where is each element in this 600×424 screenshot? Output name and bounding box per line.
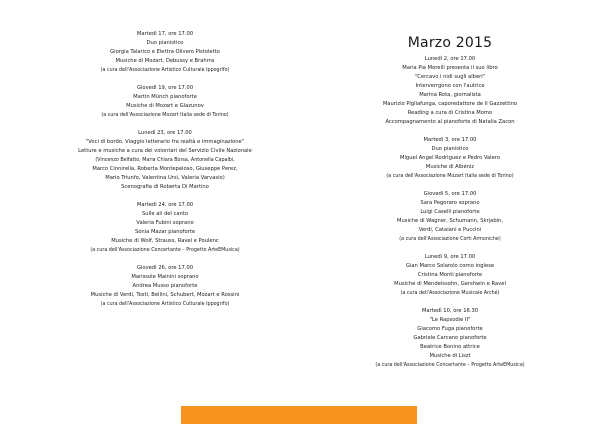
event-line: Mario Triunfo, Valentina Ursi, Valeria Varvasio) xyxy=(105,175,225,181)
event-block xyxy=(335,190,565,244)
event-line: Valeria Fubini soprano xyxy=(136,220,194,226)
event-line: Musiche di Mendelssohn, Gershwin e Ravel xyxy=(394,281,506,287)
event-line: Marco Cinnirella, Roberta Montepeloso, Giuseppe Perez, xyxy=(92,166,238,172)
event-line: Musiche di Liszt xyxy=(429,353,471,359)
event-line: Duo pianistico xyxy=(431,146,469,152)
orange-accent-bar xyxy=(181,406,417,424)
event-line: Maria Pia Morelli presenta il suo libro xyxy=(402,65,498,71)
event-line: Musiche di Mozart e Glazunov xyxy=(126,103,204,109)
event-line: Accompagnamento al pianoforte di Natalia Zacon xyxy=(385,119,515,125)
event-line: "Cercavo i nidi sugli alberi" xyxy=(414,74,486,80)
event-line: (a cura dell'Associazione Musicale Arché) xyxy=(400,291,500,296)
event-line: Sonia Mazar pianoforte xyxy=(134,229,196,235)
event-line: (a cura dell'Associazione Artistico Culturale Ippogrifo) xyxy=(100,68,230,73)
event-line: Reading a cura di Cristina Momo xyxy=(407,110,493,116)
event-date: Martedì 3, ore 17.00 xyxy=(423,137,477,143)
event-line: (a cura dell'Associazione Concertante – Progetto ArteEMusica) xyxy=(90,248,240,253)
event-block xyxy=(40,264,290,309)
event-line: Marina Rota, giornalista xyxy=(419,92,481,98)
event-date: Giovedì 19, ore 17.00 xyxy=(136,85,194,91)
event-line: Letture e musiche a cura dei volontari del Servizio Civile Nazionale xyxy=(78,148,252,154)
event-line: Sara Pegoraro soprano xyxy=(420,200,480,206)
event-date: Martedì 17, ore 17.00 xyxy=(136,31,194,37)
event-block xyxy=(40,129,290,192)
event-block xyxy=(335,136,565,181)
event-block xyxy=(335,55,565,127)
event-line: Beatrice Bonino attrice xyxy=(420,344,480,350)
event-date: Giovedì 26, ore 17.00 xyxy=(136,265,194,271)
event-line: Gian Marco Solarolo corno inglese xyxy=(405,263,495,269)
event-date: Martedì 24, ore 17.00 xyxy=(136,202,194,208)
event-line: Giacomo Fuga pianoforte xyxy=(417,326,483,332)
event-line: (a cura dell'Associazione Mozart Italia sede di Torino) xyxy=(386,174,514,179)
event-line: (a cura dell'Associazione Corti Armoniche) xyxy=(399,237,501,242)
event-line: Cristina Monti pianoforte xyxy=(417,272,483,278)
event-line: "Voci di bordo. Viaggio letterario fra realtà e immaginazione" xyxy=(85,139,245,145)
event-block xyxy=(40,30,290,75)
event-block xyxy=(40,84,290,120)
event-line: (a cura dell'Associazione Concertante – Progetto ArteEMusica) xyxy=(375,363,525,368)
left-column-events xyxy=(40,30,290,318)
event-line: Musiche di Albéniz xyxy=(425,164,475,170)
event-line: (Vincenzo Belfatto, Maria Chiara Borsa, Antonella Capalbi, xyxy=(95,158,235,163)
event-line: Scenografia di Roberta Di Martino xyxy=(121,184,209,190)
event-date: Giovedì 5, ore 17.00 xyxy=(423,191,477,197)
month-title: Marzo 2015 xyxy=(407,35,493,51)
event-line: Musiche di Wolf, Strauss, Ravel e Poulenc xyxy=(111,238,219,244)
event-line: Sulle ali del canto xyxy=(141,211,189,217)
event-line: Musiche di Mozart, Debussy e Brahms xyxy=(115,58,215,64)
event-line: Interverrgono con l'autrice xyxy=(415,83,485,89)
event-line: Andrea Musso pianoforte xyxy=(132,283,198,289)
event-date: Lunedì 9, ore 17.00 xyxy=(424,254,476,260)
right-column-events xyxy=(335,32,565,379)
event-line: Musiche di Verdi, Tosti, Bellini, Schubert, Mozart e Rossini xyxy=(90,292,240,298)
event-line: Martin Münch pianoforte xyxy=(133,94,197,100)
event-date: Lunedì 2, ore 17.00 xyxy=(424,56,476,62)
event-line: Verdi, Catalani e Puccini xyxy=(418,227,482,233)
event-line: Miguel Angel Rodriguez e Pedro Valero xyxy=(399,155,500,161)
event-line: Gabriele Carcano pianoforte xyxy=(413,335,487,341)
event-date: Martedì 10, ore 16.30 xyxy=(421,308,479,314)
event-block xyxy=(335,307,565,370)
event-line: Maurizio Pigliafunga, caporedattore de Il Gazzettino xyxy=(382,101,518,107)
event-line: Musiche di Wagner, Schumann, Skrjabin, xyxy=(397,218,503,224)
event-line: Giorgia Talarico e Elettra Olivero Pistoletto xyxy=(110,49,220,55)
event-date: Lunedì 23, ore 17.00 xyxy=(138,130,192,136)
event-line: "Le Rapsodie II" xyxy=(429,317,471,323)
event-block xyxy=(335,253,565,298)
event-block xyxy=(40,201,290,255)
event-line: Luigi Caselli pianoforte xyxy=(420,209,480,215)
event-line: Duo pianistico xyxy=(146,40,184,46)
event-line: (a cura dell'Associazione Artistico Culturale Ippogrifo) xyxy=(100,302,230,307)
event-line: (a cura dell'Associazione Mozart Italia sede di Torino) xyxy=(101,113,229,118)
event-line: Marissole Mainini soprano xyxy=(131,274,199,280)
